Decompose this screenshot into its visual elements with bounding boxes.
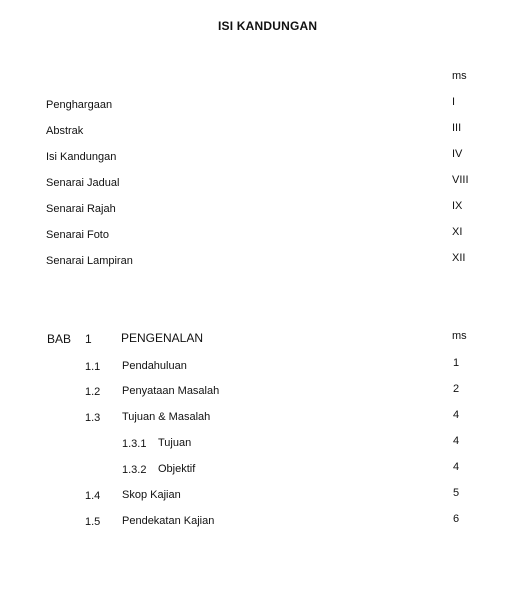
prelim-label: Isi Kandungan — [46, 151, 117, 163]
chapter-prefix: BAB — [47, 332, 72, 346]
prelim-label: Senarai Jadual — [46, 177, 120, 189]
prelim-page: I — [452, 96, 456, 108]
section-number: 1.3 — [85, 412, 101, 424]
prelim-page: XI — [452, 226, 463, 238]
prelim-label: Senarai Rajah — [46, 203, 116, 215]
section-number: 1.5 — [85, 516, 101, 528]
section-page: 1 — [453, 357, 460, 369]
section-page: 4 — [453, 409, 460, 421]
section-page: 6 — [453, 513, 460, 525]
chapter-number: 1 — [85, 332, 92, 346]
section-label: Pendahuluan — [122, 360, 187, 372]
chapter-title: PENGENALAN — [121, 331, 204, 345]
section-label: Penyataan Masalah — [122, 385, 220, 397]
prelim-label: Penghargaan — [46, 99, 113, 111]
document-title: ISI KANDUNGAN — [218, 19, 318, 33]
subsection-number: 1.3.2 — [122, 464, 147, 476]
prelim-page: VIII — [452, 174, 469, 186]
prelim-page: IV — [452, 148, 463, 160]
section-page: 5 — [453, 487, 460, 499]
subsection-label: Tujuan — [158, 437, 192, 449]
section-number: 1.2 — [85, 386, 101, 398]
subsection-label: Objektif — [158, 463, 196, 475]
section-label: Tujuan & Masalah — [122, 411, 211, 423]
section-page: 2 — [453, 383, 460, 395]
prelim-label: Senarai Foto — [46, 229, 109, 241]
section-label: Pendekatan Kajian — [122, 515, 215, 527]
prelims-page-header: ms — [452, 70, 467, 82]
prelim-page: III — [452, 122, 462, 134]
chapter-page-header: ms — [452, 330, 467, 342]
prelim-label: Abstrak — [46, 125, 84, 137]
subsection-page: 4 — [453, 435, 460, 447]
prelim-page: IX — [452, 200, 463, 212]
section-number: 1.1 — [85, 361, 101, 373]
section-label: Skop Kajian — [122, 489, 181, 501]
subsection-number: 1.3.1 — [122, 438, 147, 450]
prelim-page: XII — [452, 252, 466, 264]
subsection-page: 4 — [453, 461, 460, 473]
prelim-label: Senarai Lampiran — [46, 255, 133, 267]
section-number: 1.4 — [85, 490, 101, 502]
